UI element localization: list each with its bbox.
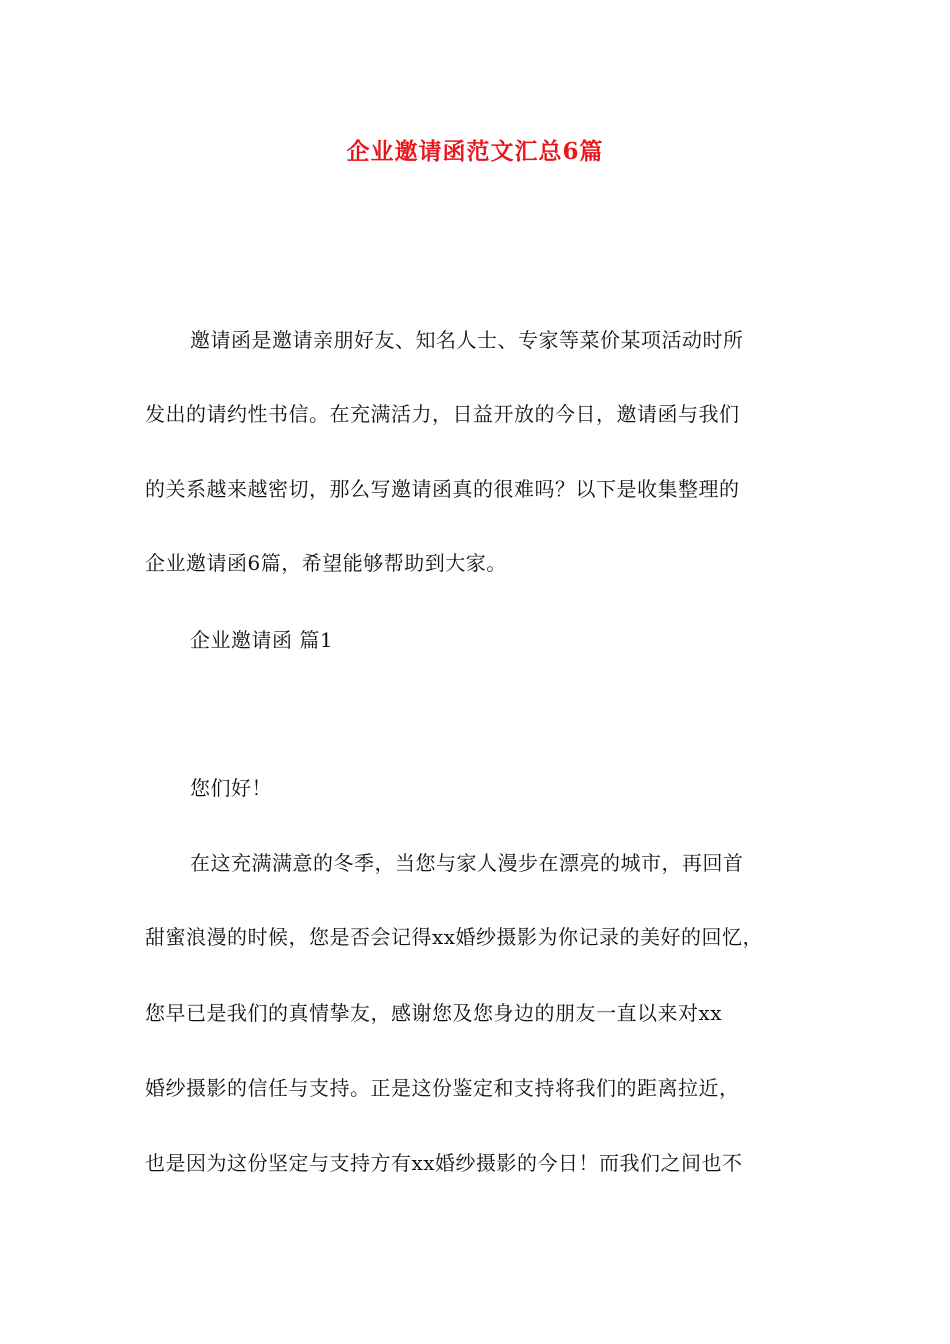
intro-line-2: 发出的请约性书信。在充满活力，日益开放的今日，邀请函与我们 [145,402,740,426]
intro-line-4: 企业邀请函6篇，希望能够帮助到大家。 [145,551,507,575]
body-line-3: 您早已是我们的真情挚友，感谢您及您身边的朋友一直以来对xx [145,1001,723,1025]
document-title: 企业邀请函范文汇总6篇 [346,138,604,165]
greeting: 您们好！ [190,776,272,800]
body-line-4: 婚纱摄影的信任与支持。正是这份鉴定和支持将我们的距离拉近， [145,1076,740,1100]
intro-line-3: 的关系越来越密切，那么写邀请函真的很难吗？以下是收集整理的 [145,477,740,501]
body-line-5: 也是因为这份坚定与支持方有xx婚纱摄影的今日！而我们之间也不 [145,1151,743,1175]
body-line-1: 在这充满满意的冬季，当您与家人漫步在漂亮的城市，再回首 [190,851,744,875]
intro-line-1: 邀请函是邀请亲朋好友、知名人士、专家等菜价某项活动时所 [190,328,744,352]
section-heading: 企业邀请函 篇1 [190,628,334,652]
body-line-2: 甜蜜浪漫的时候，您是否会记得xx婚纱摄影为你记录的美好的回忆， [145,925,764,949]
